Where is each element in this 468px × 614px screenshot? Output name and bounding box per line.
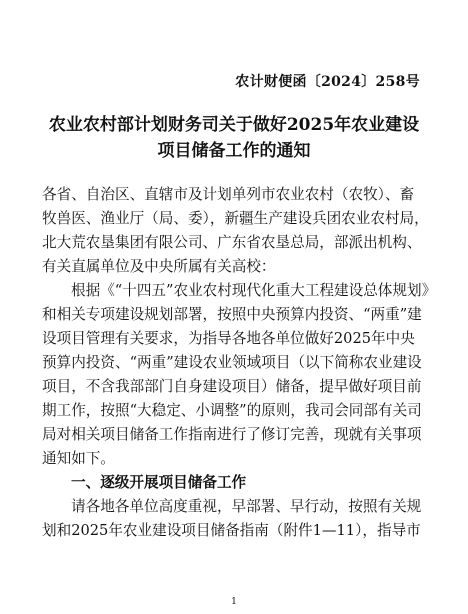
paragraph-line: 设项目管理有关要求，为指导各地各单位做好2025年中央 xyxy=(42,330,415,347)
paragraph-line: 预算内投资、“两重”建设农业领域项目（以下简称农业建设 xyxy=(42,354,422,371)
paragraph-line: 期工作，按照“大稳定、小调整”的原则，我司会同部有关司 xyxy=(42,402,422,419)
paragraph-line: 项目，不含我部部门自身建设项目）储备，提早做好项目前 xyxy=(42,378,422,395)
paragraph-line: 局对相关项目储备工作指南进行了修订完善，现就有关事项 xyxy=(42,426,422,443)
document-number: 农计财便函〔2024〕258号 xyxy=(235,74,420,90)
title-line: 农业农村部计划财务司关于做好2025年农业建设 xyxy=(48,115,420,135)
document-title xyxy=(40,112,428,164)
paragraph-line: 划和2025年农业建设项目储备指南（附件1—11），指导市 xyxy=(42,522,421,539)
paragraph-line: 根据《“十四五”农业农村现代化重大工程建设总体规划》 xyxy=(71,282,437,299)
paragraph-line: 和相关专项建设规划部署，按照中央预算内投资、“两重”建 xyxy=(42,306,422,323)
addressee-line: 牧兽医、渔业厅（局、委），新疆生产建设兵团农业农村局， xyxy=(42,210,429,227)
document-body xyxy=(42,183,437,543)
title-line: 项目储备工作的通知 xyxy=(157,141,311,161)
section-heading: 一、逐级开展项目储备工作 xyxy=(71,474,247,491)
addressee-line: 北大荒农垦集团有限公司、广东省农垦总局，部派出机构、 xyxy=(42,234,422,251)
addressee-line: 各省、自治区、直辖市及计划单列市农业农村（农牧）、畜 xyxy=(42,186,415,203)
page-number: 1 xyxy=(231,597,237,607)
addressee-line: 有关直属单位及中央所属有关高校： xyxy=(42,258,276,275)
paragraph-line: 通知如下。 xyxy=(42,450,115,467)
paragraph-line: 请各地各单位高度重视，早部署、早行动，按照有关规 xyxy=(71,498,422,515)
